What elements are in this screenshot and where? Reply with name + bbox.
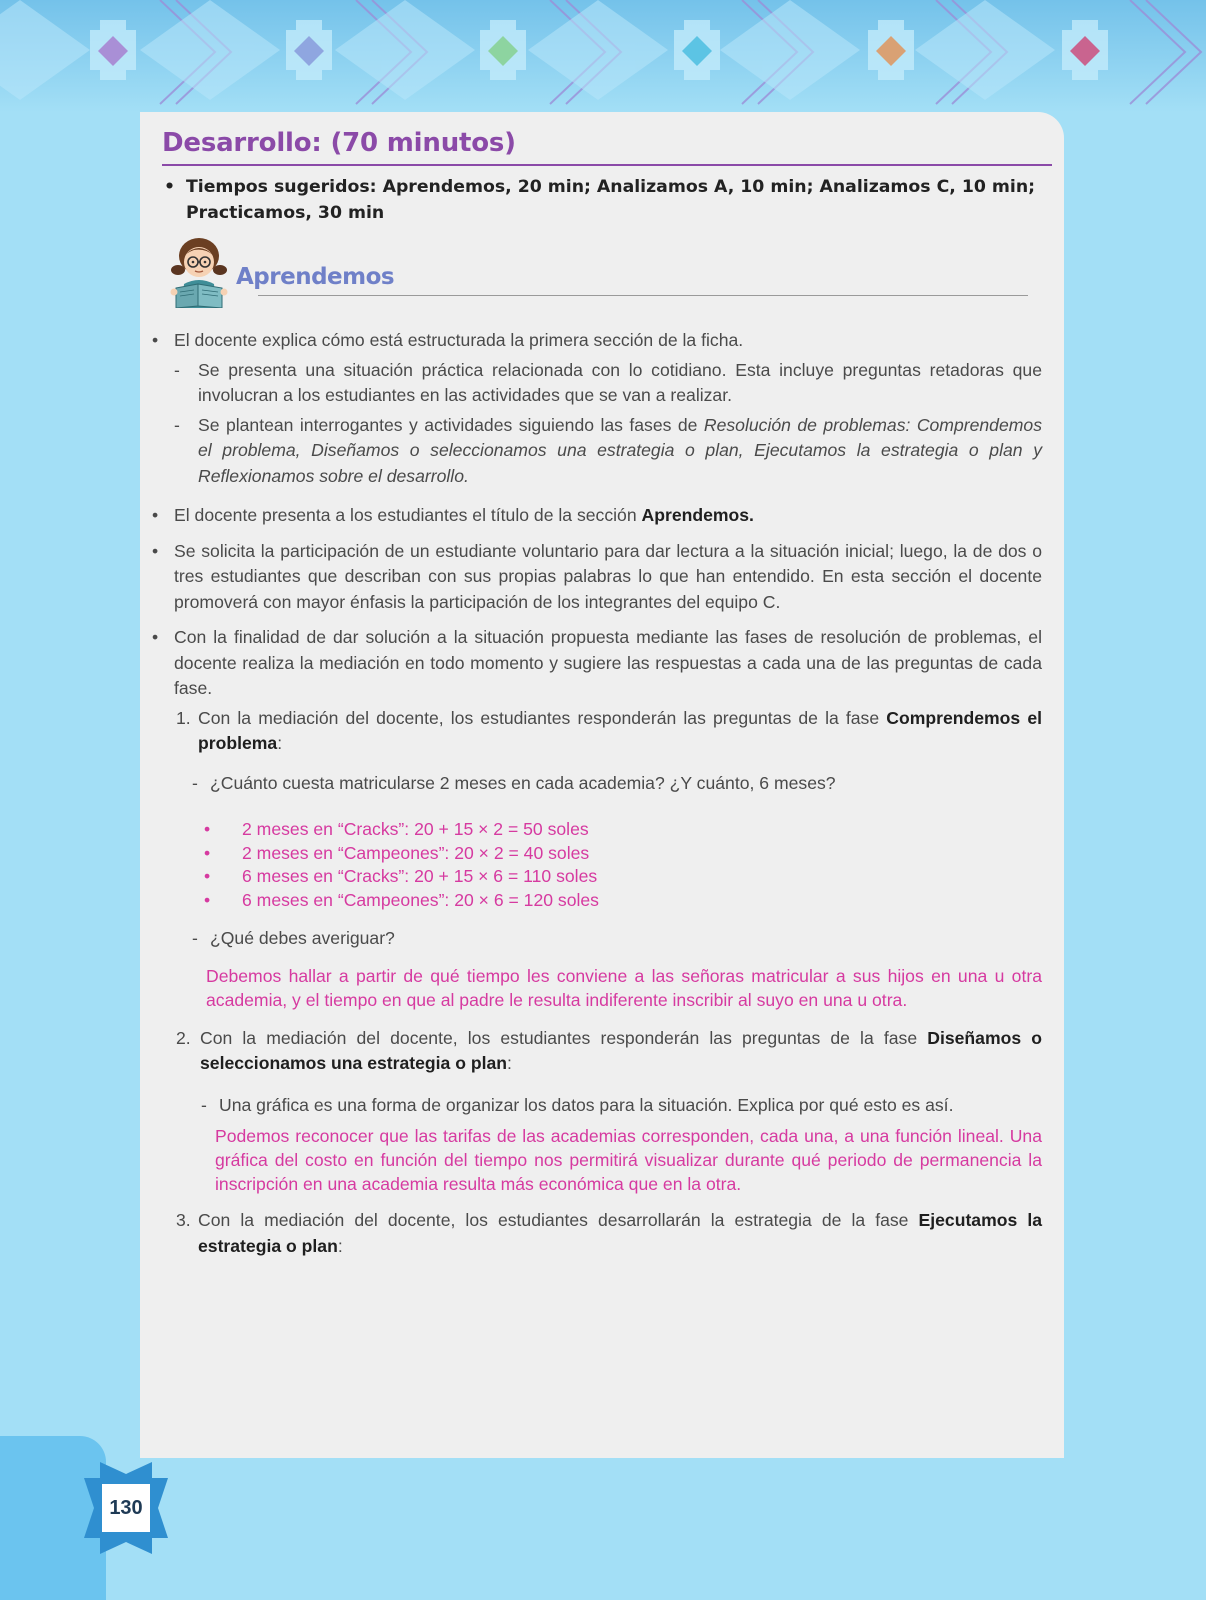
content-card [140,112,1064,1458]
dash-marker: - [201,1094,207,1115]
numbered-text-prefix: Con la mediación del docente, los estudiantes desarrollarán la estrategia de la fase [198,1210,919,1230]
dash-text-prefix: Se plantean interrogantes y actividades siguiendo las fases de [198,414,704,435]
answer-list-item [140,889,1064,913]
question-item [140,1093,1064,1119]
answer-text: Podemos reconocer que las tarifas de las academias corresponden, cada una, a una función lineal. Una gráfica del costo en función del tiempo nos permitirá visualizar durante qué periodo de permanencia la inscripción en una academia resulta más económica que en la otra. [215,1126,1042,1194]
answer-list-item [140,818,1064,842]
phase-name: Comprendemos el problema [198,707,1042,753]
suggested-times [164,174,1046,226]
phase-name: Diseñamos o seleccionamos una estrategia o plan [200,1027,1042,1073]
bullet: • [152,505,159,525]
numbered-text-suffix: : [337,1235,343,1256]
aprendemos-title: Aprendemos [236,264,395,290]
suggested-times-text: Tiempos sugeridos: Aprendemos, 20 min; Analizamos A, 10 min; Analizamos C, 10 min; Practicamos, 30 min [186,177,1036,223]
aprendemos-divider [258,295,1028,296]
dash-marker: - [192,772,198,793]
numbered-item-2 [140,1026,1064,1077]
numbered-item-3 [140,1208,1064,1259]
numbered-text-suffix: : [507,1053,512,1073]
girl-reading-book-icon [164,234,236,308]
bullet-item [140,503,1064,529]
answer-text: Debemos hallar a partir de qué tiempo les conviene a las señoras matricular a sus hijos en una u otra academia, y el tiempo en que al padre le resulta indiferente inscribir al suyo en una u otra. [206,965,1042,1010]
dash-marker: - [174,414,180,435]
bullet-item [140,328,1064,489]
bullet: • [204,866,211,886]
dash-marker: - [174,359,180,380]
content-body [140,328,1064,1259]
bullet: • [204,889,211,910]
question-text: Una gráfica es una forma de organizar los datos para la situación. Explica por qué esto es así. [219,1094,954,1115]
numbered-text-suffix: : [277,733,283,753]
number-marker: 3. [176,1210,191,1230]
page-number: 130 [109,1496,143,1519]
numbered-item-1 [140,706,1064,757]
question-item [140,926,1064,952]
bullet-item [140,539,1064,616]
bullet-item [140,625,1064,702]
bullet: • [204,819,211,839]
bullet-text: Con la finalidad de dar solución a la situación propuesta mediante las fases de resolución de problemas, el docente realiza la mediación en todo momento y sugiere las respuestas a cada una de las preguntas de cada fase. [174,627,1042,698]
dash-item [174,358,1042,409]
question-text: ¿Cuánto cuesta matricularse 2 meses en cada academia? ¿Y cuánto, 6 meses? [210,772,836,793]
bullet-text-bold: Aprendemos. [641,505,754,525]
dash-marker: - [192,928,198,948]
answer-text: 6 meses en “Cracks”: 20 + 15 × 6 = 110 soles [242,866,598,886]
dash-text: Se presenta una situación práctica relacionada con lo cotidiano. Esta incluye preguntas retadoras que involucran a los estudiantes en las actividades que se van a realizar. [198,359,1042,405]
page-number-badge [84,1462,168,1554]
bullet: • [152,627,159,647]
answer-text: 2 meses en “Campeones”: 20 × 2 = 40 soles [242,842,590,863]
bullet-text: El docente explica cómo está estructurada la primera sección de la ficha. [174,330,744,350]
question-text: ¿Qué debes averiguar? [210,928,395,948]
bullet-text: Se solicita la participación de un estudiante voluntario para dar lectura a la situación inicial; luego, la de dos o tres estudiantes que describan con sus propias palabras lo que han entendido. En esta sección el docente promoverá con mayor énfasis la participación de los integrantes del equipo C. [174,540,1042,612]
bullet: • [152,540,159,561]
banner-pattern [0,0,1206,112]
bullet: • [152,330,159,350]
number-marker: 2. [176,1027,191,1048]
decorative-banner [0,0,1206,112]
dash-item [174,413,1042,490]
section-title: Desarrollo: (70 minutos) [162,128,1052,166]
numbered-text-prefix: Con la mediación del docente, los estudiantes responderán las preguntas de la fase [198,707,887,728]
phase-name: Ejecutamos la estrategia o plan [198,1210,1042,1256]
answer-text: 6 meses en “Campeones”: 20 × 6 = 120 soles [242,889,599,910]
aprendemos-header [164,234,1034,304]
answer-list-item [140,842,1064,866]
bullet: • [204,842,211,863]
question-item [140,771,1064,797]
number-marker: 1. [176,707,191,728]
dash-text-italic: Resolución de problemas: Comprendemos el problema, Diseñamos o seleccionamos una estrategia o plan, Ejecutamos la estrategia o plan y Reflexionamos sobre el desarrollo. [198,414,1042,486]
answer-list-item [140,865,1064,889]
answer-text: 2 meses en “Cracks”: 20 + 15 × 2 = 50 soles [242,819,589,839]
bullet: • [164,177,176,197]
bullet-text-prefix: El docente presenta a los estudiantes el título de la sección [174,505,642,525]
numbered-text-prefix: Con la mediación del docente, los estudiantes responderán las preguntas de la fase [200,1027,928,1048]
answer-list [140,818,1064,912]
